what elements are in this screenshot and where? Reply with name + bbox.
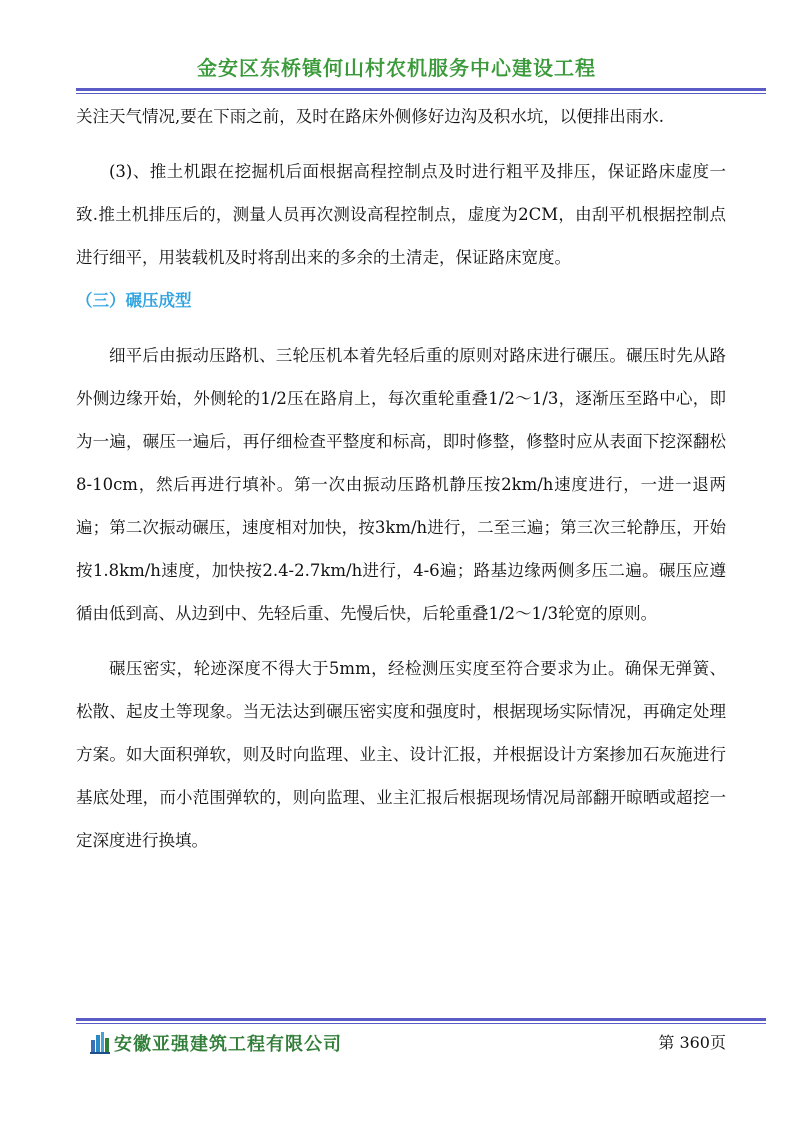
document-body xyxy=(76,95,726,862)
paragraph-continuation: 关注天气情况,要在下雨之前，及时在路床外侧修好边沟及积水坑，以便排出雨水. xyxy=(76,107,664,126)
company-name: 安徽亚强建筑工程有限公司 xyxy=(114,1034,342,1055)
paragraph-item-3: (3)、推土机跟在挖掘机后面根据高程控制点及时进行粗平及排压，保证路床虚度一致.推土机排压后的，测量人员再次测设高程控制点，虚度为2CM，由刮平机根据控制点进行细平，用装载机及时将刮出来的多余的土清走，保证路床宽度。 xyxy=(76,162,726,267)
paragraph-compaction: 碾压密实，轮迹深度不得大于5mm，经检测压实度至符合要求为止。确保无弹簧、松散、起皮土等现象。当无法达到碾压密实度和强度时，根据现场实际情况，再确定处理方案。如大面积弹软，则及时向监理、业主、设计汇报，并根据设计方案掺加石灰施进行基底处理，而小范围弹软的，则向监理、业主汇报后根据现场情况局部翻开晾晒或超挖一定深度进行换填。 xyxy=(76,659,726,850)
paragraph-rolling: 细平后由振动压路机、三轮压机本着先轻后重的原则对路床进行碾压。碾压时先从路外侧边缘开始，外侧轮的1/2压在路肩上，每次重轮重叠1/2～1/3，逐渐压至路中心，即为一遍，碾压一遍后，再仔细检查平整度和标高，即时修整，修整时应从表面下挖深翻松8-10cm，然后再进行填补。第一次由振动压路机静压按2km/h速度进行，一进一退两遍；第二次振动碾压，速度相对加快，按3km/h进行，二至三遍；第三次三轮静压，开始按1.8km/h速度，加快按2.4-2.7km/h进行，4-6遍；路基边缘两侧多压二遍。碾压应遵循由低到高、从边到中、先轻后重、先慢后快，后轮重叠1/2～1/3轮宽的原则。 xyxy=(76,346,726,623)
building-logo-icon xyxy=(90,1032,110,1054)
section-heading: （三）碾压成型 xyxy=(76,291,192,310)
header-divider xyxy=(76,88,766,94)
page-footer xyxy=(90,1028,726,1058)
footer-divider xyxy=(76,1018,766,1024)
page-number: 第 360页 xyxy=(658,1033,726,1052)
page-header-title: 金安区东桥镇何山村农机服务中心建设工程 xyxy=(197,56,596,80)
